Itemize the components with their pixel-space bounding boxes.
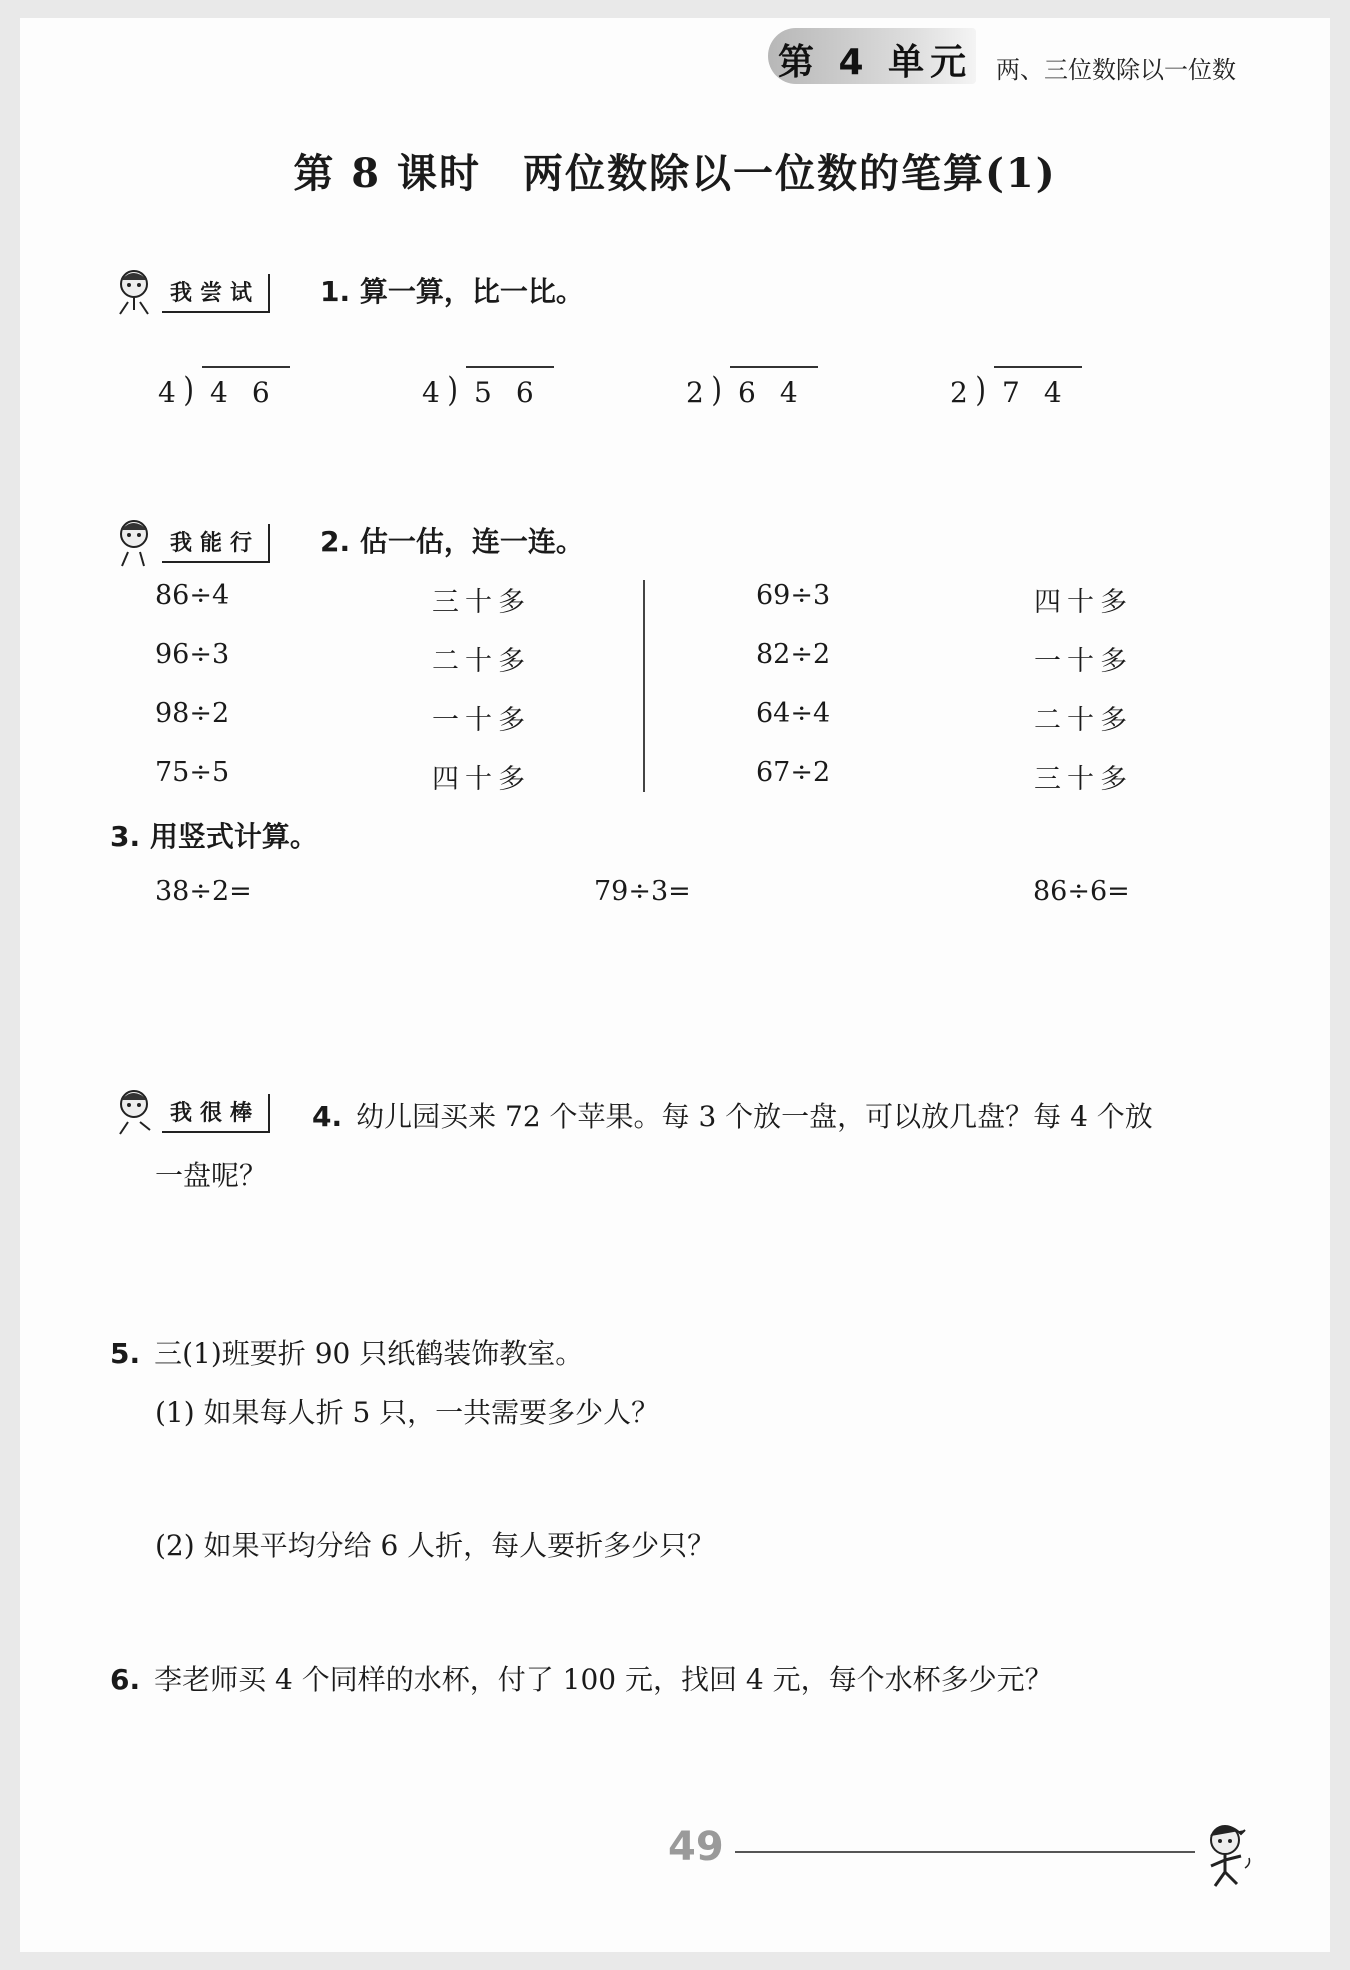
expression: 98÷2 (155, 698, 230, 729)
dividend: 56 (474, 376, 558, 409)
division-bar (466, 366, 554, 368)
division-bracket: ) (975, 370, 986, 410)
expression: 75÷5 (155, 757, 230, 788)
girl-mascot-icon (108, 514, 164, 570)
lesson-title: 第 8 课时 两位数除以一位数的笔算(1) (293, 150, 1057, 197)
division-bracket: ) (447, 370, 458, 410)
expression: 64÷4 (756, 698, 831, 729)
q5-sub1: (1) 如果每人折 5 只，一共需要多少人？ (155, 1396, 660, 1429)
q6-number: 6. (110, 1663, 141, 1696)
q2-heading (320, 520, 584, 560)
expression: 86÷4 (155, 580, 230, 611)
divisor: 4 (422, 376, 440, 409)
q4-number: 4. (312, 1100, 343, 1133)
estimate: 二十多 (1034, 705, 1133, 736)
divisor: 2 (686, 376, 704, 409)
unit-label: 第 4 单元 (778, 42, 973, 83)
q2-number: 2. (320, 525, 351, 558)
q3-heading (110, 815, 318, 855)
q5-text (110, 1332, 583, 1372)
dividend: 74 (1002, 376, 1086, 409)
girl-mascot-icon (108, 264, 164, 320)
q4-line1 (312, 1095, 1153, 1135)
division-bracket: ) (183, 370, 194, 410)
q5-number: 5. (110, 1337, 141, 1370)
estimate: 三十多 (432, 587, 531, 618)
q4-line2: 一盘呢？ (155, 1159, 268, 1192)
estimate: 四十多 (432, 764, 531, 795)
q1-heading (320, 270, 584, 310)
division-bar (994, 366, 1082, 368)
estimate: 二十多 (432, 646, 531, 677)
column-divider (643, 580, 645, 792)
q5-sub2: (2) 如果平均分给 6 人折，每人要折多少只？ (155, 1529, 716, 1562)
dividend: 64 (738, 376, 822, 409)
divisor: 2 (950, 376, 968, 409)
q1-title: 算一算，比一比。 (359, 275, 584, 308)
expression: 82÷2 (756, 639, 831, 670)
estimate: 四十多 (1034, 587, 1133, 618)
page-number: 49 (668, 1824, 724, 1870)
vertical-calc-expression: 38÷2= (155, 876, 252, 907)
q6-text (110, 1658, 1053, 1698)
expression: 69÷3 (756, 580, 831, 611)
badge-great-label: 我很棒 (162, 1094, 270, 1133)
division-bar (202, 366, 290, 368)
badge-try-label: 我尝试 (162, 274, 270, 313)
expression: 67÷2 (756, 757, 831, 788)
vertical-calc-expression: 86÷6= (1033, 876, 1130, 907)
girl-mascot-icon (108, 1084, 164, 1140)
divisor: 4 (158, 376, 176, 409)
expression: 96÷3 (155, 639, 230, 670)
q3-number: 3. (110, 820, 141, 853)
q3-title: 用竖式计算。 (149, 820, 318, 853)
vertical-calc-expression: 79÷3= (594, 876, 691, 907)
division-bar (730, 366, 818, 368)
q5-statement: 三(1)班要折 90 只纸鹤装饰教室。 (154, 1337, 584, 1370)
estimate: 一十多 (1034, 646, 1133, 677)
unit-subtitle: 两、三位数除以一位数 (996, 56, 1236, 84)
boy-mascot-icon (1195, 1818, 1259, 1890)
dividend: 46 (210, 376, 294, 409)
estimate: 三十多 (1034, 764, 1133, 795)
estimate: 一十多 (432, 705, 531, 736)
q6-statement: 李老师买 4 个同样的水杯，付了 100 元，找回 4 元，每个水杯多少元？ (154, 1663, 1053, 1696)
q4-text: 幼儿园买来 72 个苹果。每 3 个放一盘，可以放几盘？每 4 个放 (356, 1100, 1153, 1133)
badge-can-do-label: 我能行 (162, 524, 270, 563)
division-bracket: ) (711, 370, 722, 410)
q2-title: 估一估，连一连。 (359, 525, 584, 558)
q1-number: 1. (320, 275, 351, 308)
footer-rule (735, 1851, 1195, 1853)
